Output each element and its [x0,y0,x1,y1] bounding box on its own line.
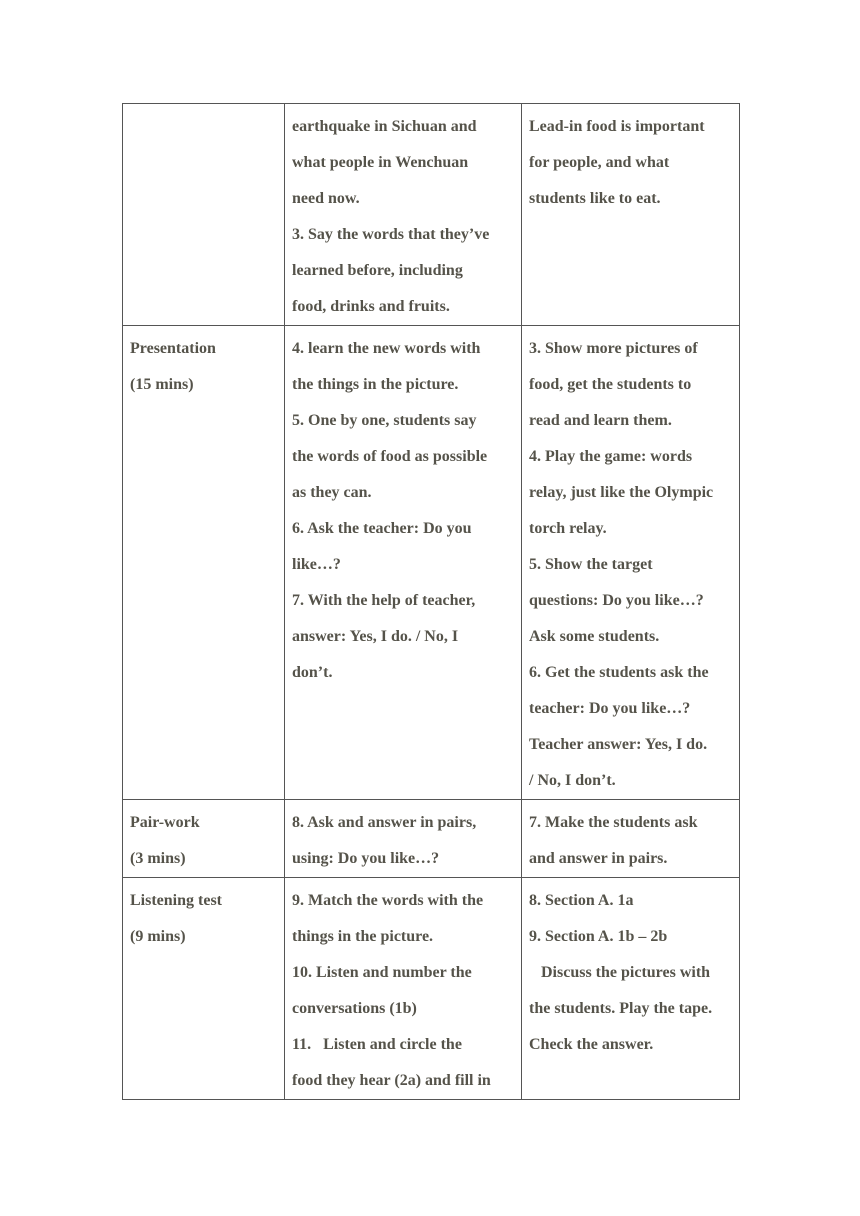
cell-line: relay, just like the Olympic [529,484,714,501]
stage-name: Presentation [130,340,216,357]
cell-line: 5. Show the target [529,556,653,573]
cell-line: conversations (1b) [292,1000,417,1017]
cell-line: answer: Yes, I do. / No, I [292,628,459,645]
stage-cell [123,104,285,326]
cell-line: questions: Do you like…? [529,592,704,609]
cell-line: 3. Say the words that they’ve [292,226,490,243]
stage-cell [123,800,285,878]
cell-line: 7. With the help of teacher, [292,592,476,609]
stage-duration: (9 mins) [130,928,186,945]
cell-line: don’t. [292,664,333,681]
cell-line: 5. One by one, students say [292,412,477,429]
teacher-activity-cell [522,800,740,878]
cell-line: 6. Get the students ask the [529,664,709,681]
cell-line: Teacher answer: Yes, I do. [529,736,708,753]
stage-cell [123,878,285,1100]
cell-line: learned before, including [292,262,463,279]
stage-name: Pair-work [130,814,200,831]
cell-line: read and learn them. [529,412,672,429]
cell-line: things in the picture. [292,928,434,945]
cell-line: torch relay. [529,520,607,537]
cell-line: Ask some students. [529,628,660,645]
table-row [123,800,740,878]
teacher-activity-cell [522,326,740,800]
cell-line: using: Do you like…? [292,850,440,867]
student-activity-cell [285,326,522,800]
stage-cell [123,326,285,800]
cell-line: what people in Wenchuan [292,154,469,171]
cell-line: / No, I don’t. [529,772,616,789]
student-activity-cell [285,878,522,1100]
cell-line: 9. Section A. 1b – 2b [529,928,668,945]
cell-line: teacher: Do you like…? [529,700,691,717]
table-row [123,326,740,800]
cell-line: 4. learn the new words with [292,340,481,357]
cell-line: Discuss the pictures with [529,964,711,981]
cell-line: 11. Listen and circle the [292,1036,462,1053]
table-row [123,104,740,326]
cell-line: the things in the picture. [292,376,459,393]
cell-line: Lead-in food is important [529,118,705,135]
cell-line: and answer in pairs. [529,850,668,867]
stage-duration: (15 mins) [130,376,194,393]
cell-line: as they can. [292,484,372,501]
cell-line: 6. Ask the teacher: Do you [292,520,472,537]
lesson-plan-table [122,103,740,1100]
cell-line: 7. Make the students ask [529,814,698,831]
cell-line: 4. Play the game: words [529,448,693,465]
cell-line: 3. Show more pictures of [529,340,698,357]
cell-line: 8. Ask and answer in pairs, [292,814,477,831]
teacher-activity-cell [522,878,740,1100]
cell-line: need now. [292,190,360,207]
cell-line: 8. Section A. 1a [529,892,634,909]
student-activity-cell [285,800,522,878]
cell-line: food, drinks and fruits. [292,298,450,315]
cell-line: students like to eat. [529,190,661,207]
cell-line: like…? [292,556,341,573]
cell-line: the words of food as possible [292,448,488,465]
stage-name: Listening test [130,892,222,909]
teacher-activity-cell [522,104,740,326]
cell-line: 10. Listen and number the [292,964,472,981]
cell-line: earthquake in Sichuan and [292,118,477,135]
cell-line: 9. Match the words with the [292,892,484,909]
cell-line: food they hear (2a) and fill in [292,1072,491,1089]
student-activity-cell [285,104,522,326]
cell-line: Check the answer. [529,1036,654,1053]
stage-duration: (3 mins) [130,850,186,867]
cell-line: food, get the students to [529,376,692,393]
cell-line: the students. Play the tape. [529,1000,713,1017]
table-row [123,878,740,1100]
cell-line: for people, and what [529,154,670,171]
